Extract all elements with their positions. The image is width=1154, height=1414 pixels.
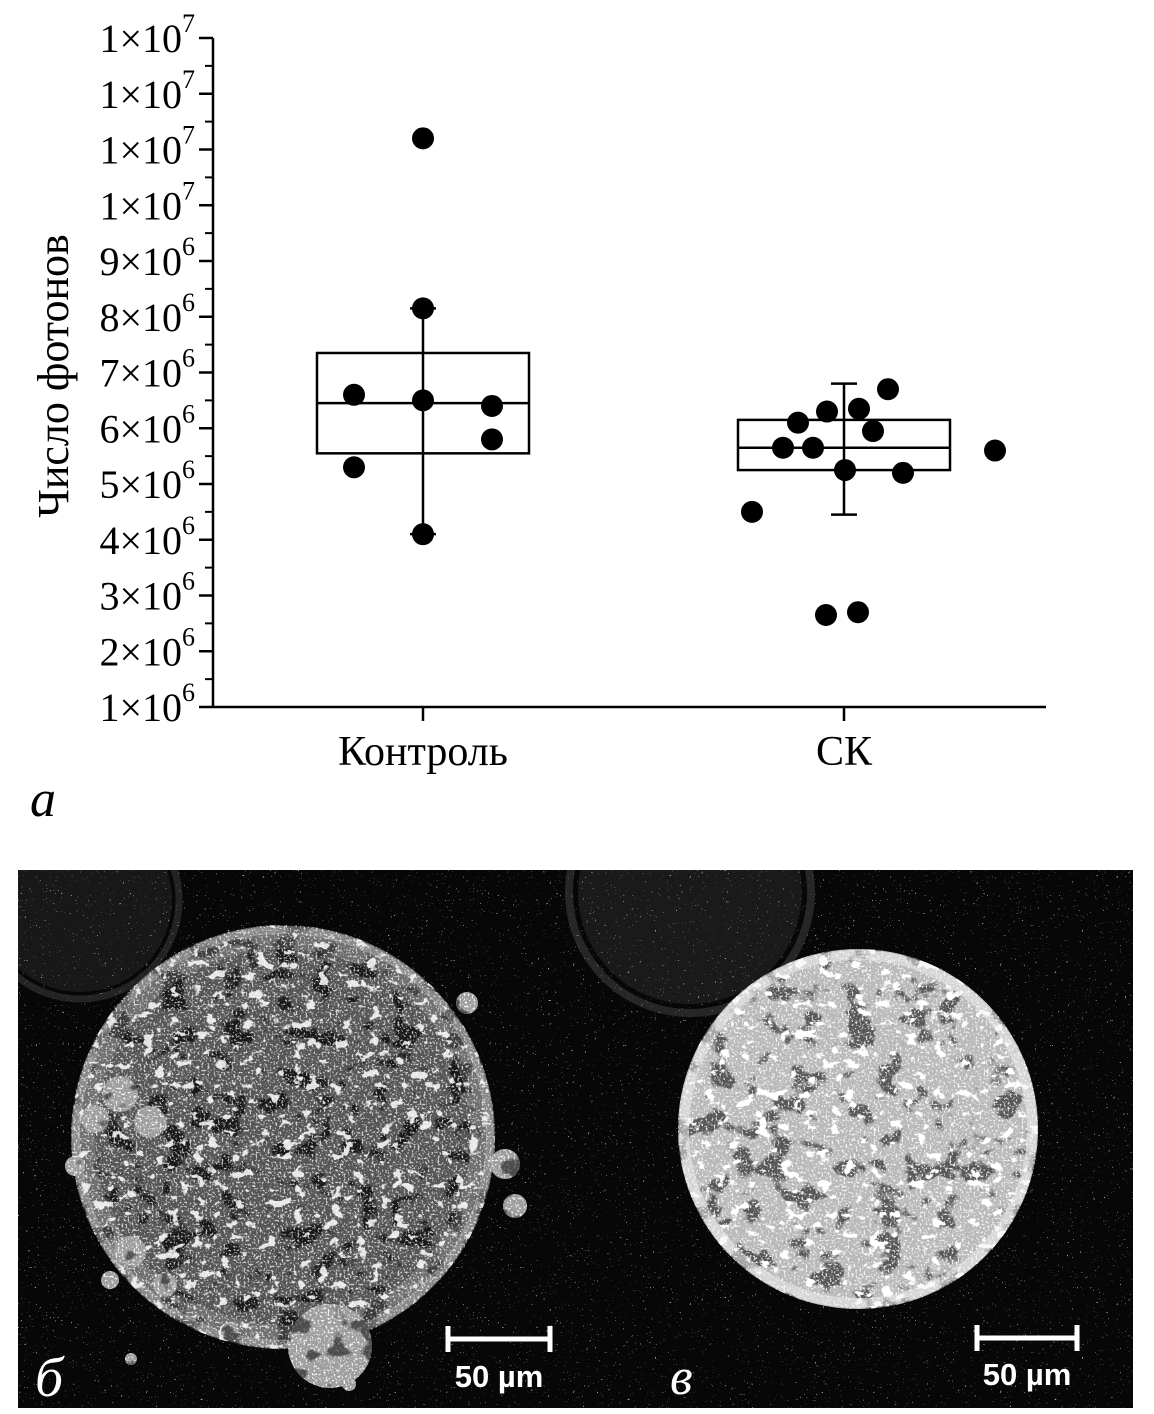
- data-point: [877, 378, 899, 400]
- x-tick-label: Контроль: [338, 729, 508, 775]
- y-tick-label: $1\times 10^7$: [99, 120, 195, 173]
- y-tick-label: $1\times 10^6$: [99, 678, 195, 730]
- scale-bar-right-label: 50 µm: [982, 1357, 1072, 1392]
- data-point: [834, 459, 856, 481]
- scale-bar-left-label: 50 µm: [454, 1359, 544, 1394]
- panel-b-label: б: [35, 1347, 64, 1408]
- data-point: [815, 604, 837, 626]
- data-point: [847, 601, 869, 623]
- data-point: [741, 501, 763, 523]
- y-tick-label: $9\times 10^6$: [99, 232, 195, 284]
- data-point: [412, 389, 434, 411]
- y-tick-label: $7\times 10^6$: [99, 343, 195, 396]
- data-point: [772, 437, 794, 459]
- y-tick-label: $8\times 10^6$: [99, 287, 195, 340]
- data-point: [412, 127, 434, 149]
- data-point: [412, 297, 434, 319]
- y-tick-label: $6\times 10^6$: [99, 399, 195, 452]
- data-point: [802, 437, 824, 459]
- y-tick-label: $1\times 10^7$: [99, 176, 195, 229]
- data-point: [892, 462, 914, 484]
- data-point: [862, 420, 884, 442]
- y-tick-label: $4\times 10^6$: [99, 510, 195, 563]
- data-point: [343, 456, 365, 478]
- x-tick-label: СК: [815, 729, 873, 775]
- y-tick-label: $1\times 10^7$: [99, 9, 195, 61]
- data-point: [787, 412, 809, 434]
- data-point: [816, 401, 838, 423]
- data-point: [412, 523, 434, 545]
- y-tick-label: $1\times 10^7$: [99, 64, 195, 117]
- micrograph-image: [18, 870, 1133, 1408]
- data-point: [984, 440, 1006, 462]
- panel-v-label: в: [670, 1349, 693, 1406]
- y-tick-label: $3\times 10^6$: [99, 566, 195, 619]
- data-point: [481, 428, 503, 450]
- data-point: [848, 398, 870, 420]
- y-tick-label: $5\times 10^6$: [99, 455, 195, 507]
- data-point: [481, 395, 503, 417]
- y-tick-label: $2\times 10^6$: [99, 622, 195, 675]
- y-axis-title: Число фотонов: [29, 234, 78, 518]
- panel-a-label: а: [30, 771, 56, 828]
- data-point: [343, 384, 365, 406]
